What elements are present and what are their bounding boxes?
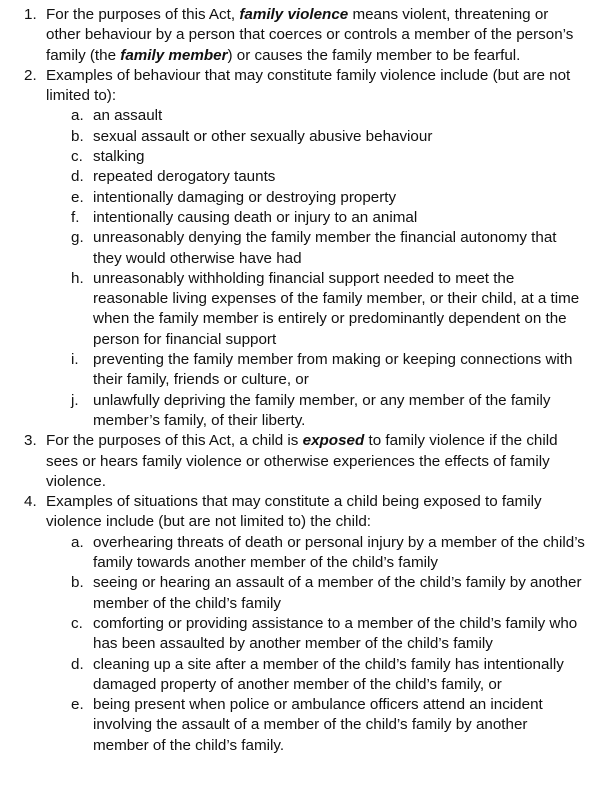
- sub-text: intentionally damaging or destroying property: [93, 188, 397, 206]
- sub-letter: h.: [71, 269, 84, 287]
- sub-letter: b.: [71, 127, 84, 145]
- sub-text: stalking: [93, 148, 145, 166]
- sub-item: [0, 188, 585, 208]
- sub-item: [0, 655, 585, 696]
- sub-text: cleaning up a site after a member of the child’s family has intentionally damaged property of another member of the child’s family, or: [93, 655, 564, 693]
- sub-letter: d.: [71, 168, 84, 186]
- sub-text: seeing or hearing an assault of a member of the child’s family by another member of the child’s family: [93, 574, 582, 612]
- sub-letter: a.: [71, 533, 84, 551]
- sub-letter: e.: [71, 188, 84, 206]
- sub-text: preventing the family member from making or keeping connections with their family, friends or culture, or: [93, 351, 573, 389]
- defined-term: family member: [120, 46, 228, 64]
- sub-text: comforting or providing assistance to a member of the child’s family who has been assaulted by another member of the child’s family: [93, 614, 578, 653]
- sub-text: unreasonably denying the family member the financial autonomy that they would otherwise have had: [93, 229, 557, 267]
- sub-item: [0, 106, 585, 126]
- list-item-1: [0, 5, 585, 66]
- sub-letter: e.: [71, 696, 84, 714]
- sub-item: [0, 269, 585, 350]
- item-text-after: to family violence if the child sees or hears family violence or otherwise experiences the effects of family violence.: [46, 432, 558, 490]
- sub-item: [0, 533, 585, 574]
- defined-term: family violence: [239, 6, 349, 23]
- sub-text: being present when police or ambulance officers attend an incident involving the assault of a member of the child’s family by another member of the child’s family.: [93, 696, 543, 754]
- sub-text: overhearing threats of death or personal injury by a member of the child’s family towards another member of the child’s family: [93, 533, 585, 572]
- sub-letter: c.: [71, 614, 83, 632]
- sub-text: repeated derogatory taunts: [93, 168, 276, 186]
- item-text-middle: means violent, threatening or other behaviour by a person that coerces or controls a member of the person’s family (the: [46, 6, 574, 64]
- item-text-before: For the purposes of this Act, a child is: [46, 432, 303, 450]
- sub-item: [0, 614, 585, 655]
- sub-text: intentionally causing death or injury to an animal: [93, 208, 418, 226]
- sub-letter: a.: [71, 107, 84, 125]
- defined-term: exposed: [302, 432, 365, 450]
- item-number: 2.: [24, 66, 37, 84]
- item-number: 1.: [24, 6, 37, 23]
- sub-letter: j.: [71, 391, 79, 409]
- item-text-after: ) or causes the family member to be fearful.: [227, 46, 521, 64]
- sub-item: [0, 573, 585, 614]
- sub-text: unlawfully depriving the family member, or any member of the family member’s family, of their liberty.: [93, 391, 551, 429]
- sub-item: [0, 391, 585, 432]
- sub-item: [0, 127, 585, 147]
- list-item-3: [0, 431, 585, 492]
- sub-letter: i.: [71, 351, 79, 369]
- sub-letter: b.: [71, 574, 84, 592]
- sub-item: [0, 147, 585, 167]
- item-number: 4.: [24, 493, 37, 511]
- item-text-before: For the purposes of this Act,: [46, 6, 240, 23]
- sub-item: [0, 228, 585, 269]
- sub-text: sexual assault or other sexually abusive behaviour: [93, 127, 433, 145]
- sub-letter: g.: [71, 229, 84, 247]
- item-text: Examples of behaviour that may constitute family violence include (but are not limited to):: [46, 66, 571, 105]
- sub-letter: f.: [71, 208, 80, 226]
- sub-letter: d.: [71, 655, 84, 673]
- sub-letter: c.: [71, 148, 83, 166]
- list-item-4: [0, 492, 585, 533]
- item-number: 3.: [24, 432, 37, 450]
- list-item-2: [0, 66, 585, 107]
- sub-item: [0, 208, 585, 228]
- sub-text: unreasonably withholding financial support needed to meet the reasonable living expenses of the family member, or their child, at a time when the family member is entirely or predominantly dependent on the person for financial support: [93, 269, 580, 348]
- sub-text: an assault: [93, 107, 163, 125]
- sub-item: [0, 350, 585, 391]
- item-text: Examples of situations that may constitute a child being exposed to family violence include (but are not limited to) the child:: [46, 493, 542, 531]
- sub-item: [0, 167, 585, 187]
- sub-item: [0, 695, 585, 756]
